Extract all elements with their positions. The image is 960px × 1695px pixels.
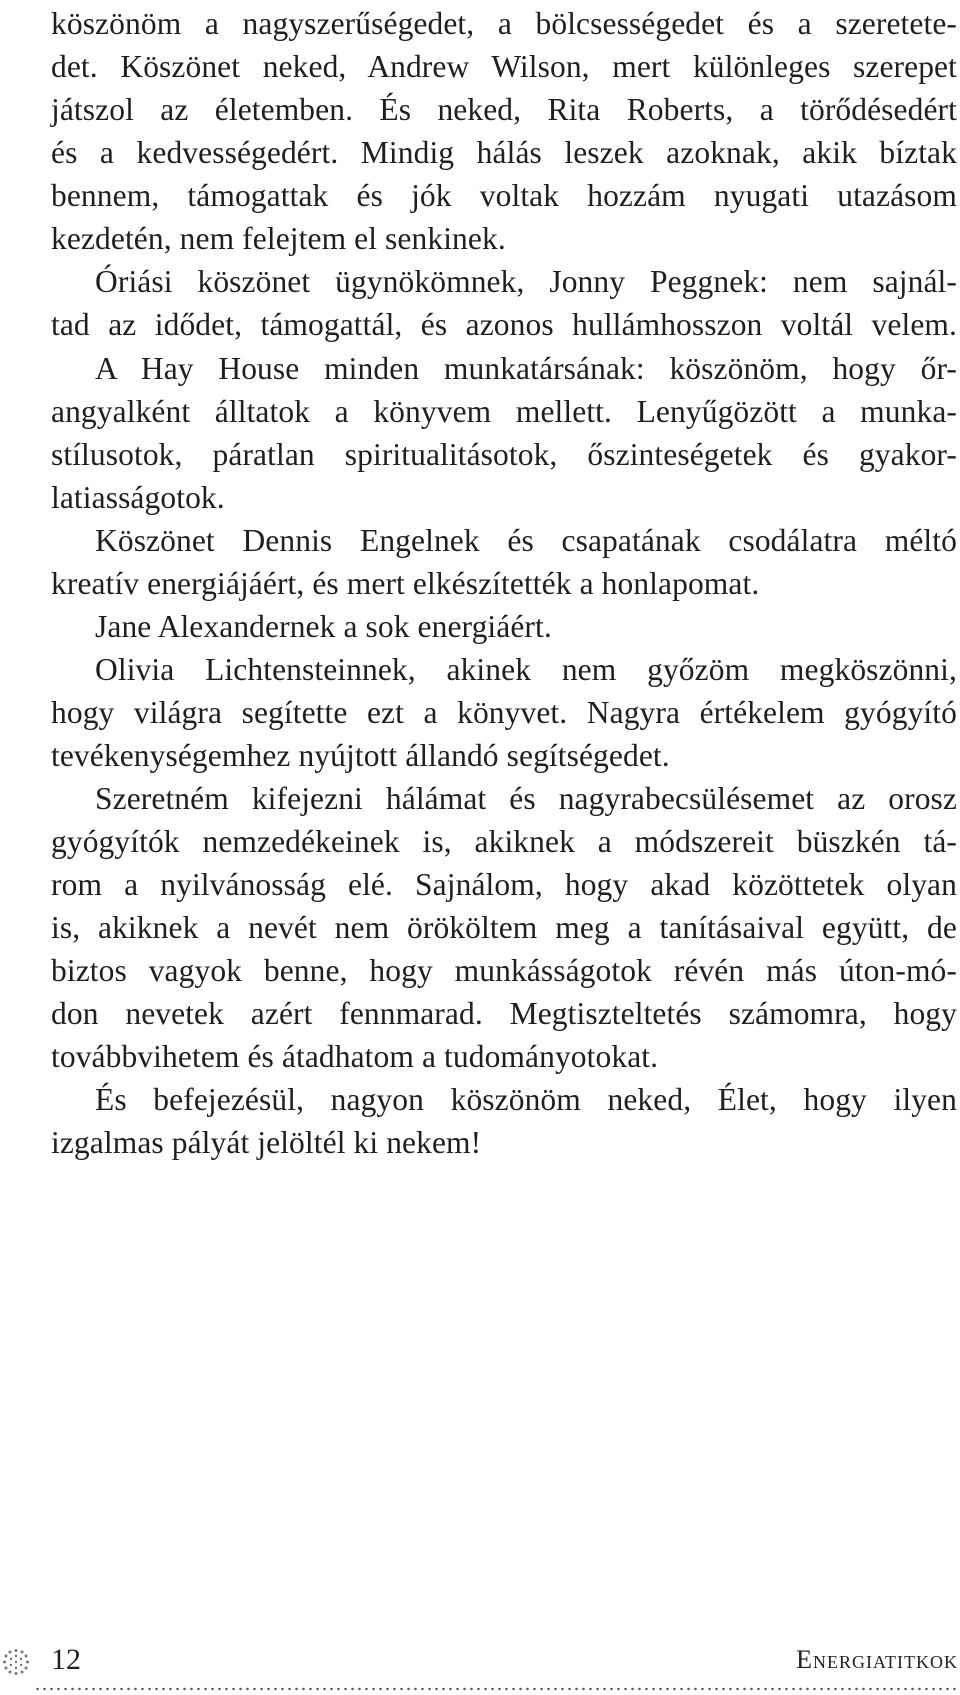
text-line: A Hay House minden munkatársának: köszönöm, hogy őr- [95,351,957,386]
text-line: játszol az életemben. És neked, Rita Roberts, a törődésedért [51,92,957,127]
text-line: biztos vagyok benne, hogy munkásságotok révén más úton-mó- [51,953,957,988]
text-line: tad az idődet, támogattál, és azonos hullámhosszon voltál velem. [51,307,957,342]
text-line: kezdetén, nem felejtem el senkinek. [51,221,506,256]
text-line: Olivia Lichtensteinnek, akinek nem győzöm megköszönni, [95,652,957,687]
text-line: és a kedvességedért. Mindig hálás leszek azoknak, akik bíztak [51,135,957,170]
text-line: Köszönet Dennis Engelnek és csapatának csodálatra méltó [95,523,957,558]
text-line: Óriási köszönet ügynökömnek, Jonny Peggnek: nem sajnál- [95,264,957,299]
text-line: latiasságotok. [51,480,225,515]
page-number: 12 [51,1643,81,1676]
text-line: don nevetek azért fennmarad. Megtiszteltetés számomra, hogy [51,996,957,1031]
text-line: tevékenységemhez nyújtott állandó segítségedet. [51,738,670,773]
running-title: Energiatitkok [796,1645,958,1674]
text-line: bennem, támogattak és jók voltak hozzám nyugati utazásom [51,178,957,213]
text-line: És befejezésül, nagyon köszönöm neked, Élet, hogy ilyen [95,1082,957,1117]
text-line: kreatív energiájáért, és mert elkészítették a honlapomat. [51,566,760,601]
text-line: hogy világra segítette ezt a könyvet. Nagyra értékelem gyógyító [51,695,957,730]
text-line: izgalmas pályát jelöltél ki nekem! [51,1125,482,1160]
page-footer [0,1640,960,1690]
text-line: gyógyítók nemzedékeinek is, akiknek a módszereit büszkén tá- [51,824,957,859]
text-line: Szeretném kifejezni hálámat és nagyrabecsülésemet az orosz [95,781,957,816]
text-line: rom a nyilvánosság elé. Sajnálom, hogy akad közöttetek olyan [51,867,957,902]
text-line: stílusotok, páratlan spiritualitásotok, őszinteségetek és gyakor- [51,437,957,472]
text-line: angyalként álltatok a könyvem mellett. Lenyűgözött a munka- [51,394,957,429]
text-line: köszönöm a nagyszerűségedet, a bölcsességedet és a szeretete- [51,6,957,41]
dotted-sun-icon [2,1648,30,1676]
text-line: is, akiknek a nevét nem örököltem meg a tanításaival együtt, de [51,910,957,945]
text-line: továbbvihetem és átadhatom a tudományotokat. [51,1039,659,1074]
text-line: det. Köszönet neked, Andrew Wilson, mert különleges szerepet [51,49,957,84]
text-line: Jane Alexandernek a sok energiáért. [95,609,552,644]
dotted-rule [34,1687,960,1691]
